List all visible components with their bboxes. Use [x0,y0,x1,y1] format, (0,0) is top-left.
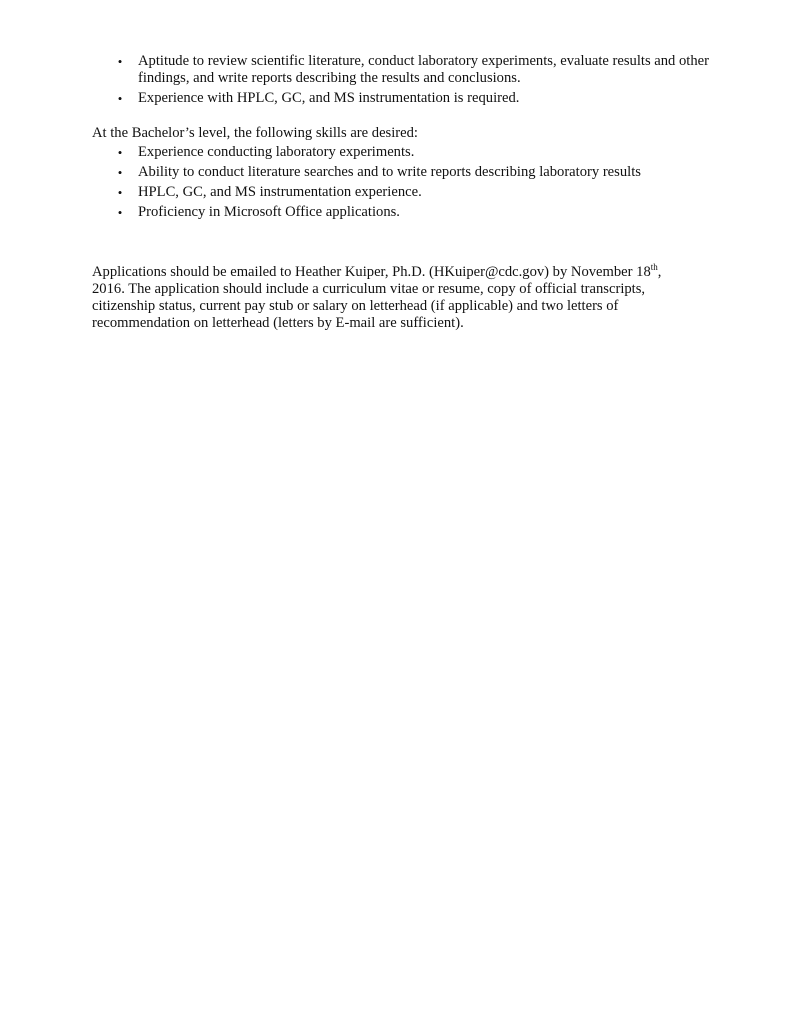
list-item [113,184,713,201]
list-item [113,204,713,221]
application-paragraph [92,264,692,332]
bullet-icon: • [117,54,123,69]
list-item [113,164,713,181]
list-item-text: Ability to conduct literature searches and to write reports describing laboratory results [138,164,641,180]
bullet-icon: • [117,185,123,200]
list-item-text: Proficiency in Microsoft Office applications. [138,204,400,220]
application-text-part2: , 2016. The application should include a curriculum vitae or resume, copy of official transcripts, citizenship status, current pay stub or salary on letterhead (if applicable) and two letters of recommendation on letterhead (letters by E-mail are sufficient). [92,264,662,331]
application-text-part1: Applications should be emailed to Heather Kuiper, Ph.D. (HKuiper@cdc.gov) by November 18 [92,264,651,280]
list-item-text: HPLC, GC, and MS instrumentation experience. [138,184,422,200]
bullet-icon: • [117,205,123,220]
bachelor-intro: At the Bachelor’s level, the following skills are desired: [92,125,418,141]
bachelor-skills-list [113,144,713,224]
requirements-list [113,53,713,110]
bullet-icon: • [117,145,123,160]
list-item-text: Experience with HPLC, GC, and MS instrumentation is required. [138,90,520,106]
list-item [113,53,713,87]
ordinal-superscript: th [650,262,658,272]
list-item [113,144,713,161]
bullet-icon: • [117,165,123,180]
list-item-text: Aptitude to review scientific literature, conduct laboratory experiments, evaluate results and other findings, and write reports describing the results and conclusions. [138,53,709,86]
list-item [113,90,713,107]
bullet-icon: • [117,91,123,106]
list-item-text: Experience conducting laboratory experiments. [138,144,415,160]
